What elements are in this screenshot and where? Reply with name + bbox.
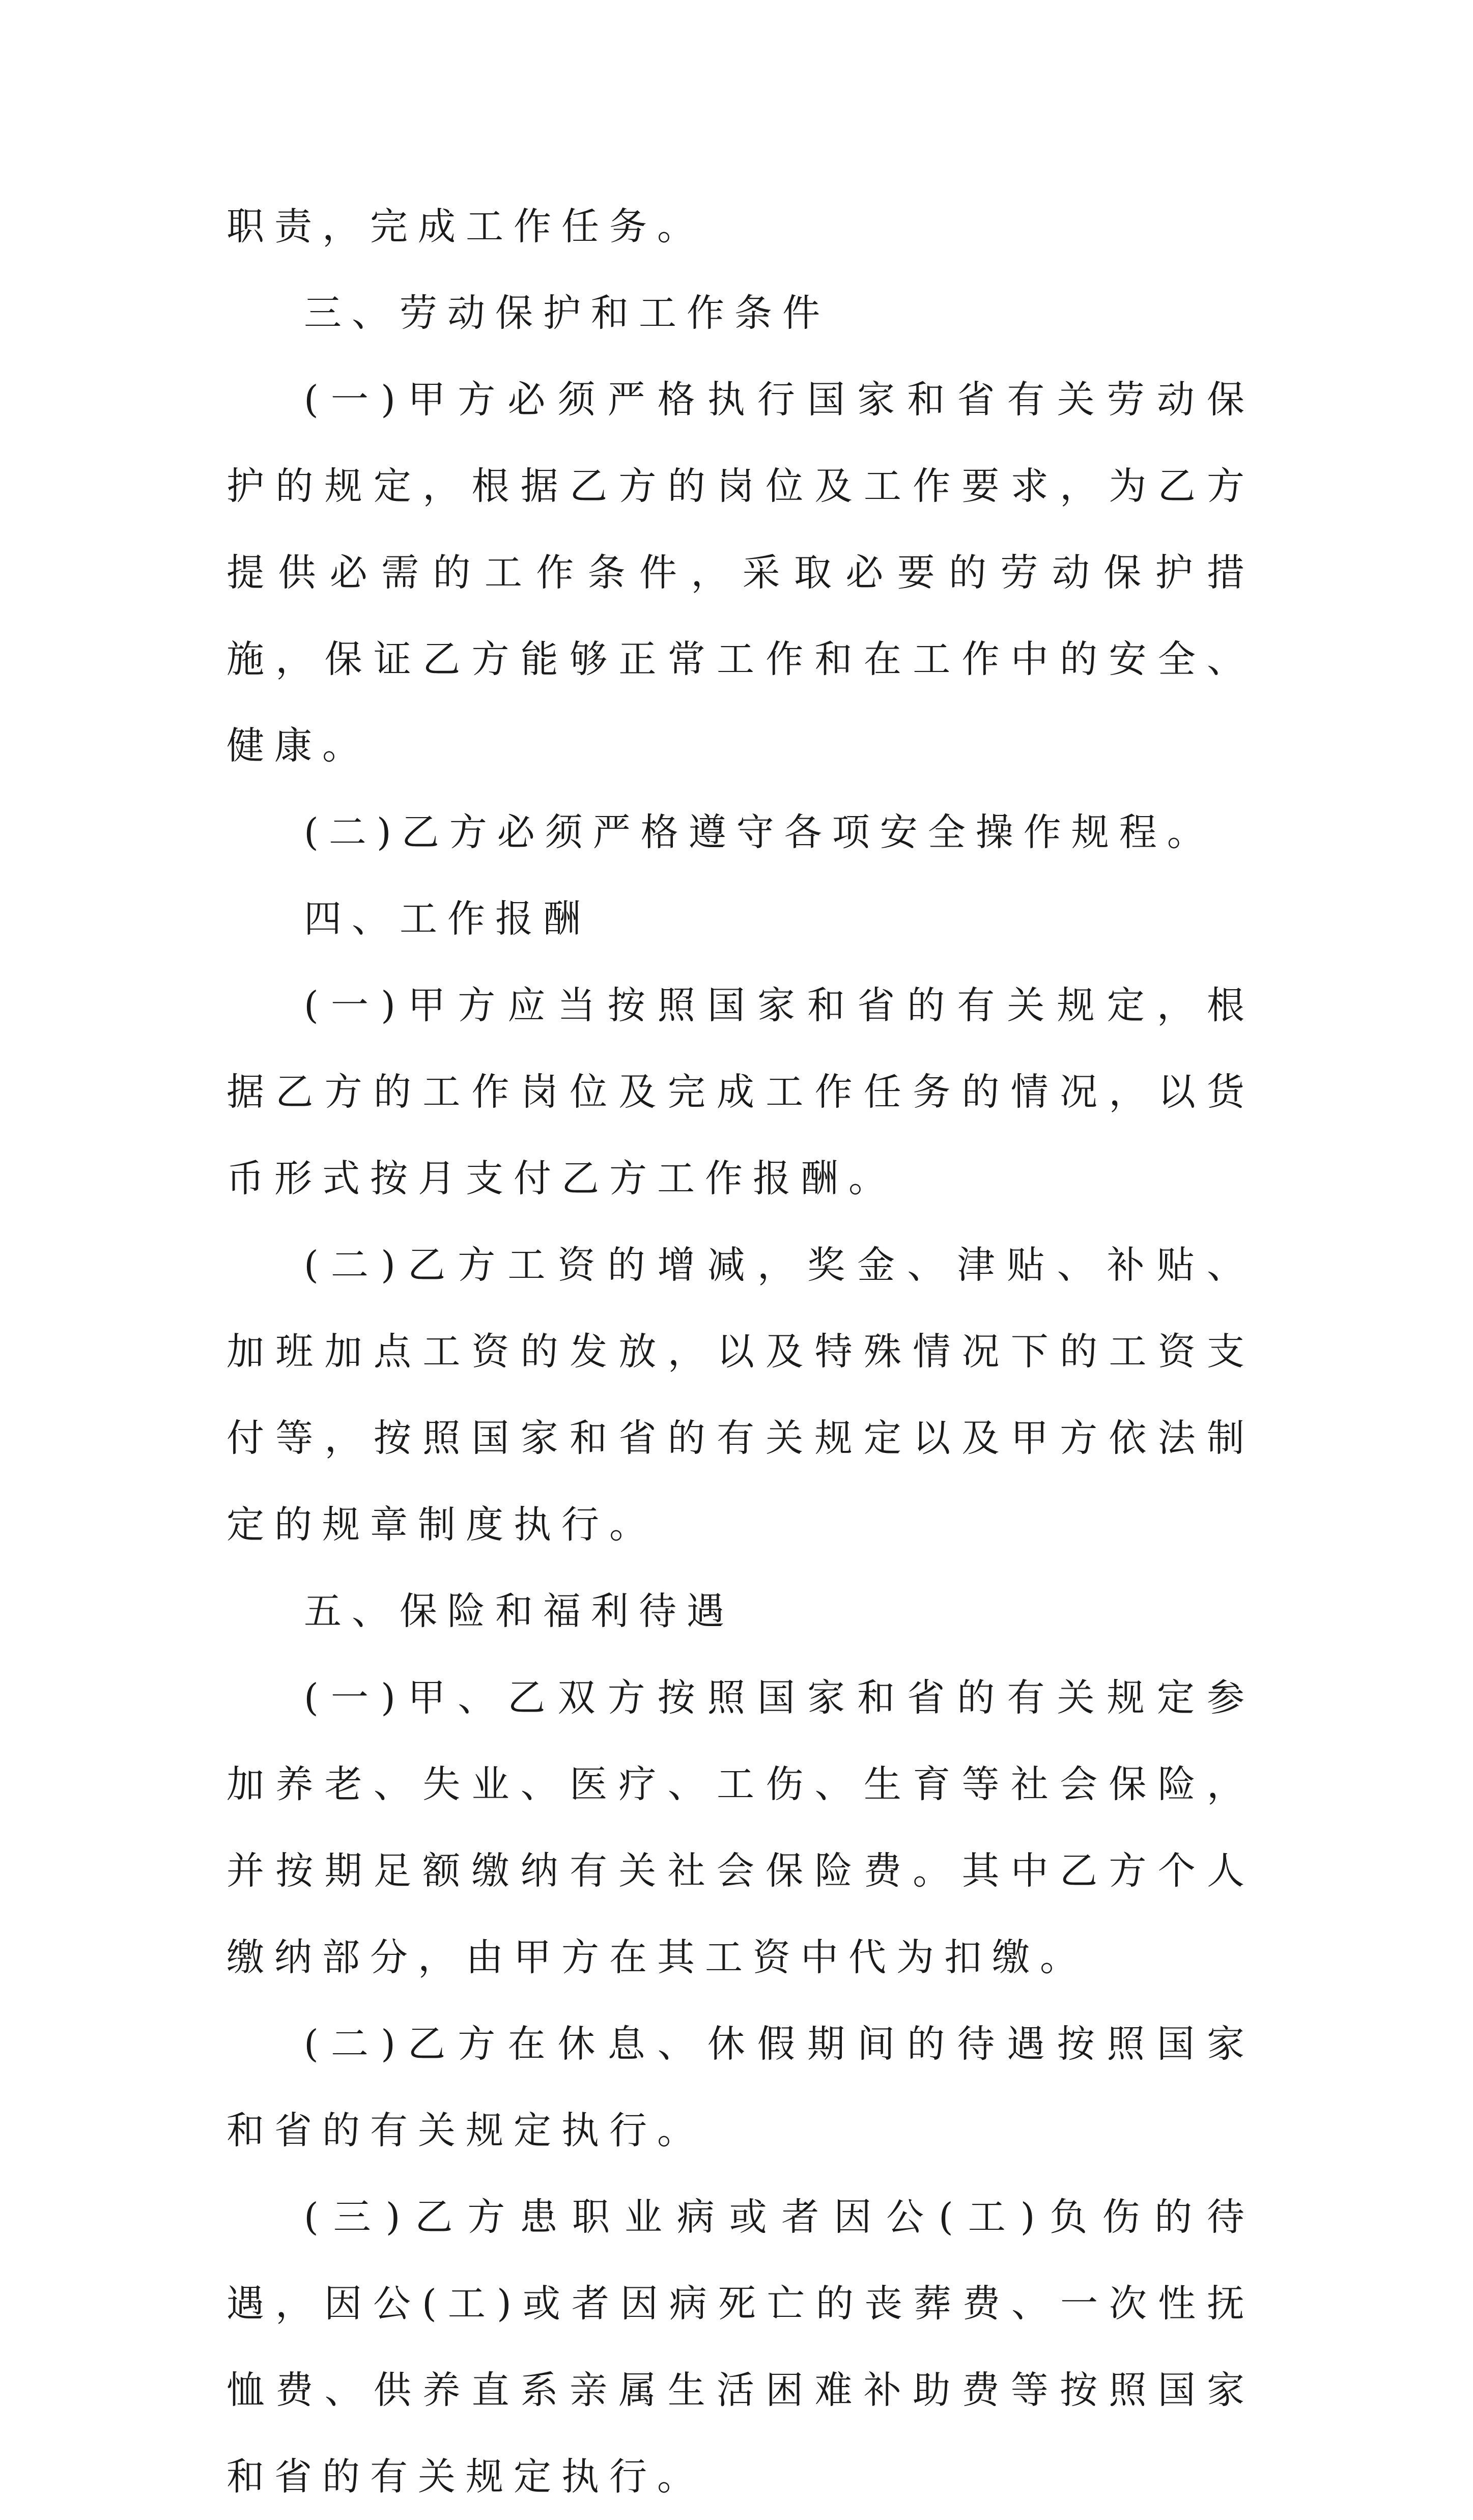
paragraph-continuation: 职责，完成工作任务。 <box>226 205 705 248</box>
clause-paragraph: (一)甲、乙双方按照国家和省的有关规定参加养老、失业、医疗、工伤、生育等社会保险，并按期足额缴纳有关社会保险费。其中乙方个人缴纳部分，由甲方在其工资中代为扣缴。 <box>226 1676 1255 1979</box>
clause-paragraph: (一)甲方必须严格执行国家和省有关劳动保护的规定，根据乙方的岗位及工作要求，为乙方提供必需的工作条件，采取必要的劳动保护措施，保证乙方能够正常工作和在工作中的安全、健康。 <box>226 378 1255 768</box>
clause-paragraph: (一)甲方应当按照国家和省的有关规定，根据乙方的工作岗位及完成工作任务的情况，以货币形式按月支付乙方工作报酬。 <box>226 984 1255 1200</box>
clause-paragraph: (二)乙方在休息、休假期间的待遇按照国家和省的有关规定执行。 <box>226 2022 1255 2152</box>
section-heading-insurance-welfare: 五、保险和福利待遇 <box>304 1589 734 1633</box>
clause-paragraph: (二)乙方必须严格遵守各项安全操作规程。 <box>304 810 1215 854</box>
section-heading-remuneration: 四、工作报酬 <box>304 897 591 941</box>
section-heading-labor-protection: 三、劳动保护和工作条件 <box>304 291 830 335</box>
clause-paragraph: (二)乙方工资的增减，奖金、津贴、补贴、加班加点工资的发放，以及特殊情况下的工资支付等，按照国家和省的有关规定以及甲方依法制定的规章制度执行。 <box>226 1243 1255 1547</box>
clause-paragraph: (三)乙方患职业病或者因公(工)负伤的待遇，因公(工)或者因病死亡的丧葬费、一次性抚恤费、供养直系亲属生活困难补助费等按照国家和省的有关规定执行。 <box>226 2195 1255 2499</box>
document-body <box>226 183 1255 2520</box>
